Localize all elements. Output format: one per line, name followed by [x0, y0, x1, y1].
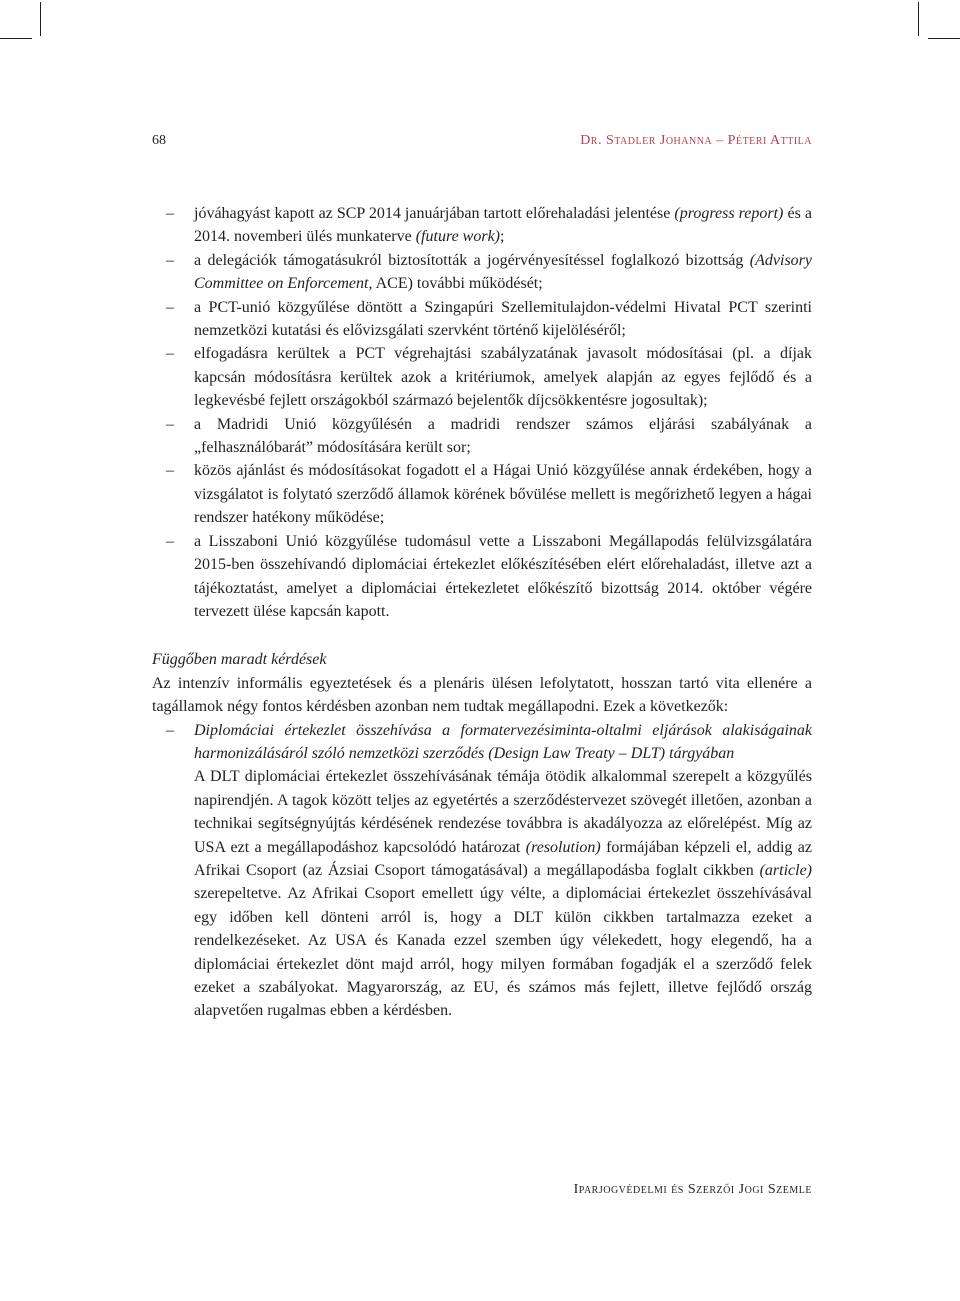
list-item-text: , ACE) további működését; [368, 275, 543, 293]
list-item [152, 342, 812, 412]
list-item-text: a delegációk támogatásukról biztosították a jogérvényesítéssel foglalkozó bizottság [194, 251, 750, 269]
list-item-italic: (progress report) [674, 205, 784, 222]
running-title: Dr. Stadler Johanna – Péteri Attila [580, 133, 812, 148]
list-item-text: jóváhagyást kapott az SCP 2014 januárjában tartott előrehaladási jelentése [194, 205, 675, 222]
open-issue-title: Diplomáciai értekezlet összehívása a formatervezésiminta-oltalmi eljárások alakiságainak harmonizálásáról szóló nemzetközi szerződés (Design Law Treaty – DLT) tárgyában [194, 721, 812, 762]
dash-bullet: – [166, 298, 174, 316]
list-item [152, 459, 812, 529]
list-item-text: a Lisszaboni Unió közgyűlése tudomásul vette a Lisszaboni Megállapodás felülvizsgálatára 2015-ben összehívandó diplomáciai értekezlet előkészítésében elért előrehaladást, illetve azt a tájékoztatást, amelyet a diplomáciai értekezletet előkészítő bizottság 2014. október végére tervezett ülése kapcsán kapott. [194, 532, 812, 620]
list-item-text: ; [500, 228, 505, 246]
section-intro: Az intenzív informális egyeztetések és a plenáris ülésen lefolytatott, hosszan tartó vita ellenére a tagállamok négy fontos kérdésben azonban nem tudtak megállapodni. Ezek a következők: [152, 674, 812, 716]
issue-text: szerepeltetve. Az Afrikai Csoport emellett úgy vélte, a diplomáciai értekezlet összehívásával egy időben kell dönteni arról is, hogy a DLT külön cikkben tartalmazza ezeket a rendelkezéseket. Az USA és Kanada ezzel szemben úgy vélekedett, hogy elegendő, ha a diplomáciai értekezlet dönt majd arról, hogy milyen formában fogadják el a szerződő felek ezeket a szabályokat. Magyarország, az EU, és számos más fejlett, illetve fejlődő ország alapvetően rugalmas ebben a kérdésben. [194, 885, 812, 1020]
crop-mark-top-right [918, 2, 919, 36]
list-item [152, 202, 812, 249]
crop-mark-top-left [40, 2, 41, 36]
achievements-list [152, 202, 812, 623]
open-issue-item [152, 719, 812, 1023]
list-item-text: közös ajánlást és módosításokat fogadott el a Hágai Unió közgyűlése annak érdekében, hogy a vizsgálatot is folytató szerződő államok körének bővülése mellett is megőrizhető legyen a hágai rendszer hatékony működése; [194, 462, 812, 527]
list-item [152, 296, 812, 343]
list-item-text: a PCT-unió közgyűlése döntött a Szingapúri Szellemitulajdon-védelmi Hivatal PCT szerinti nemzetközi kutatási és elővizsgálati szervként történő kijelöléséről; [194, 298, 812, 340]
page-body [152, 202, 812, 1023]
list-item-text: és a 2014. novemberi ülés munkaterve [194, 205, 812, 246]
list-item-text: elfogadásra kerültek a PCT végrehajtási szabályzatának javasolt módosításai (pl. a díjak kapcsán módosításra kerültek azok a kritériumok, amelyek alapján az egyes fejlődő és a legkevésbé fejlett országokból származó bejelentők díjcsökkentésre jogosultak); [194, 345, 812, 410]
list-item [152, 249, 812, 296]
list-item-italic: (Advisory Committee on Enforcement [194, 251, 812, 293]
dash-bullet: – [166, 415, 174, 433]
issue-text: formájában képzeli el, addig az Afrikai Csoport (az Ázsiai Csoport támogatásával) a megállapodásba foglalt cikkben [194, 838, 812, 879]
issue-text-italic: (resolution) [525, 838, 601, 856]
page-header [152, 133, 812, 155]
dash-bullet: – [166, 462, 174, 480]
list-item [152, 530, 812, 624]
dash-bullet: – [166, 345, 174, 363]
issue-text: A DLT diplomáciai értekezlet összehívásának témája ötödik alkalommal szerepelt a közgyűlés napirendjén. A tagok között teljes az egyetértés a szerződéstervezet szövegét illetően, azonban a technikai segítségnyújtás kérdésének rendezése továbbra is akadályozza az előrelépést. Míg az USA ezt a megállapodáshoz kapcsolódó határozat [194, 768, 812, 856]
open-issue-text [194, 765, 812, 1022]
list-item [152, 413, 812, 460]
dash-bullet: – [166, 532, 174, 550]
dash-bullet: – [166, 251, 174, 269]
page-number: 68 [152, 133, 166, 148]
crop-mark-left [0, 38, 32, 39]
list-item-text: a Madridi Unió közgyűlésén a madridi rendszer számos eljárási szabályának a „felhasználóbarát” módosítására került sor; [194, 415, 812, 457]
list-item-italic: (future work) [415, 228, 500, 246]
dash-bullet: – [166, 721, 174, 739]
section-heading: Függőben maradt kérdések [152, 651, 327, 669]
issue-text-italic: (article) [759, 861, 812, 879]
journal-footer: Iparjogvédelmi és Szerzői Jogi Szemle [573, 1182, 812, 1197]
dash-bullet: – [166, 205, 174, 222]
crop-mark-right [928, 38, 960, 39]
